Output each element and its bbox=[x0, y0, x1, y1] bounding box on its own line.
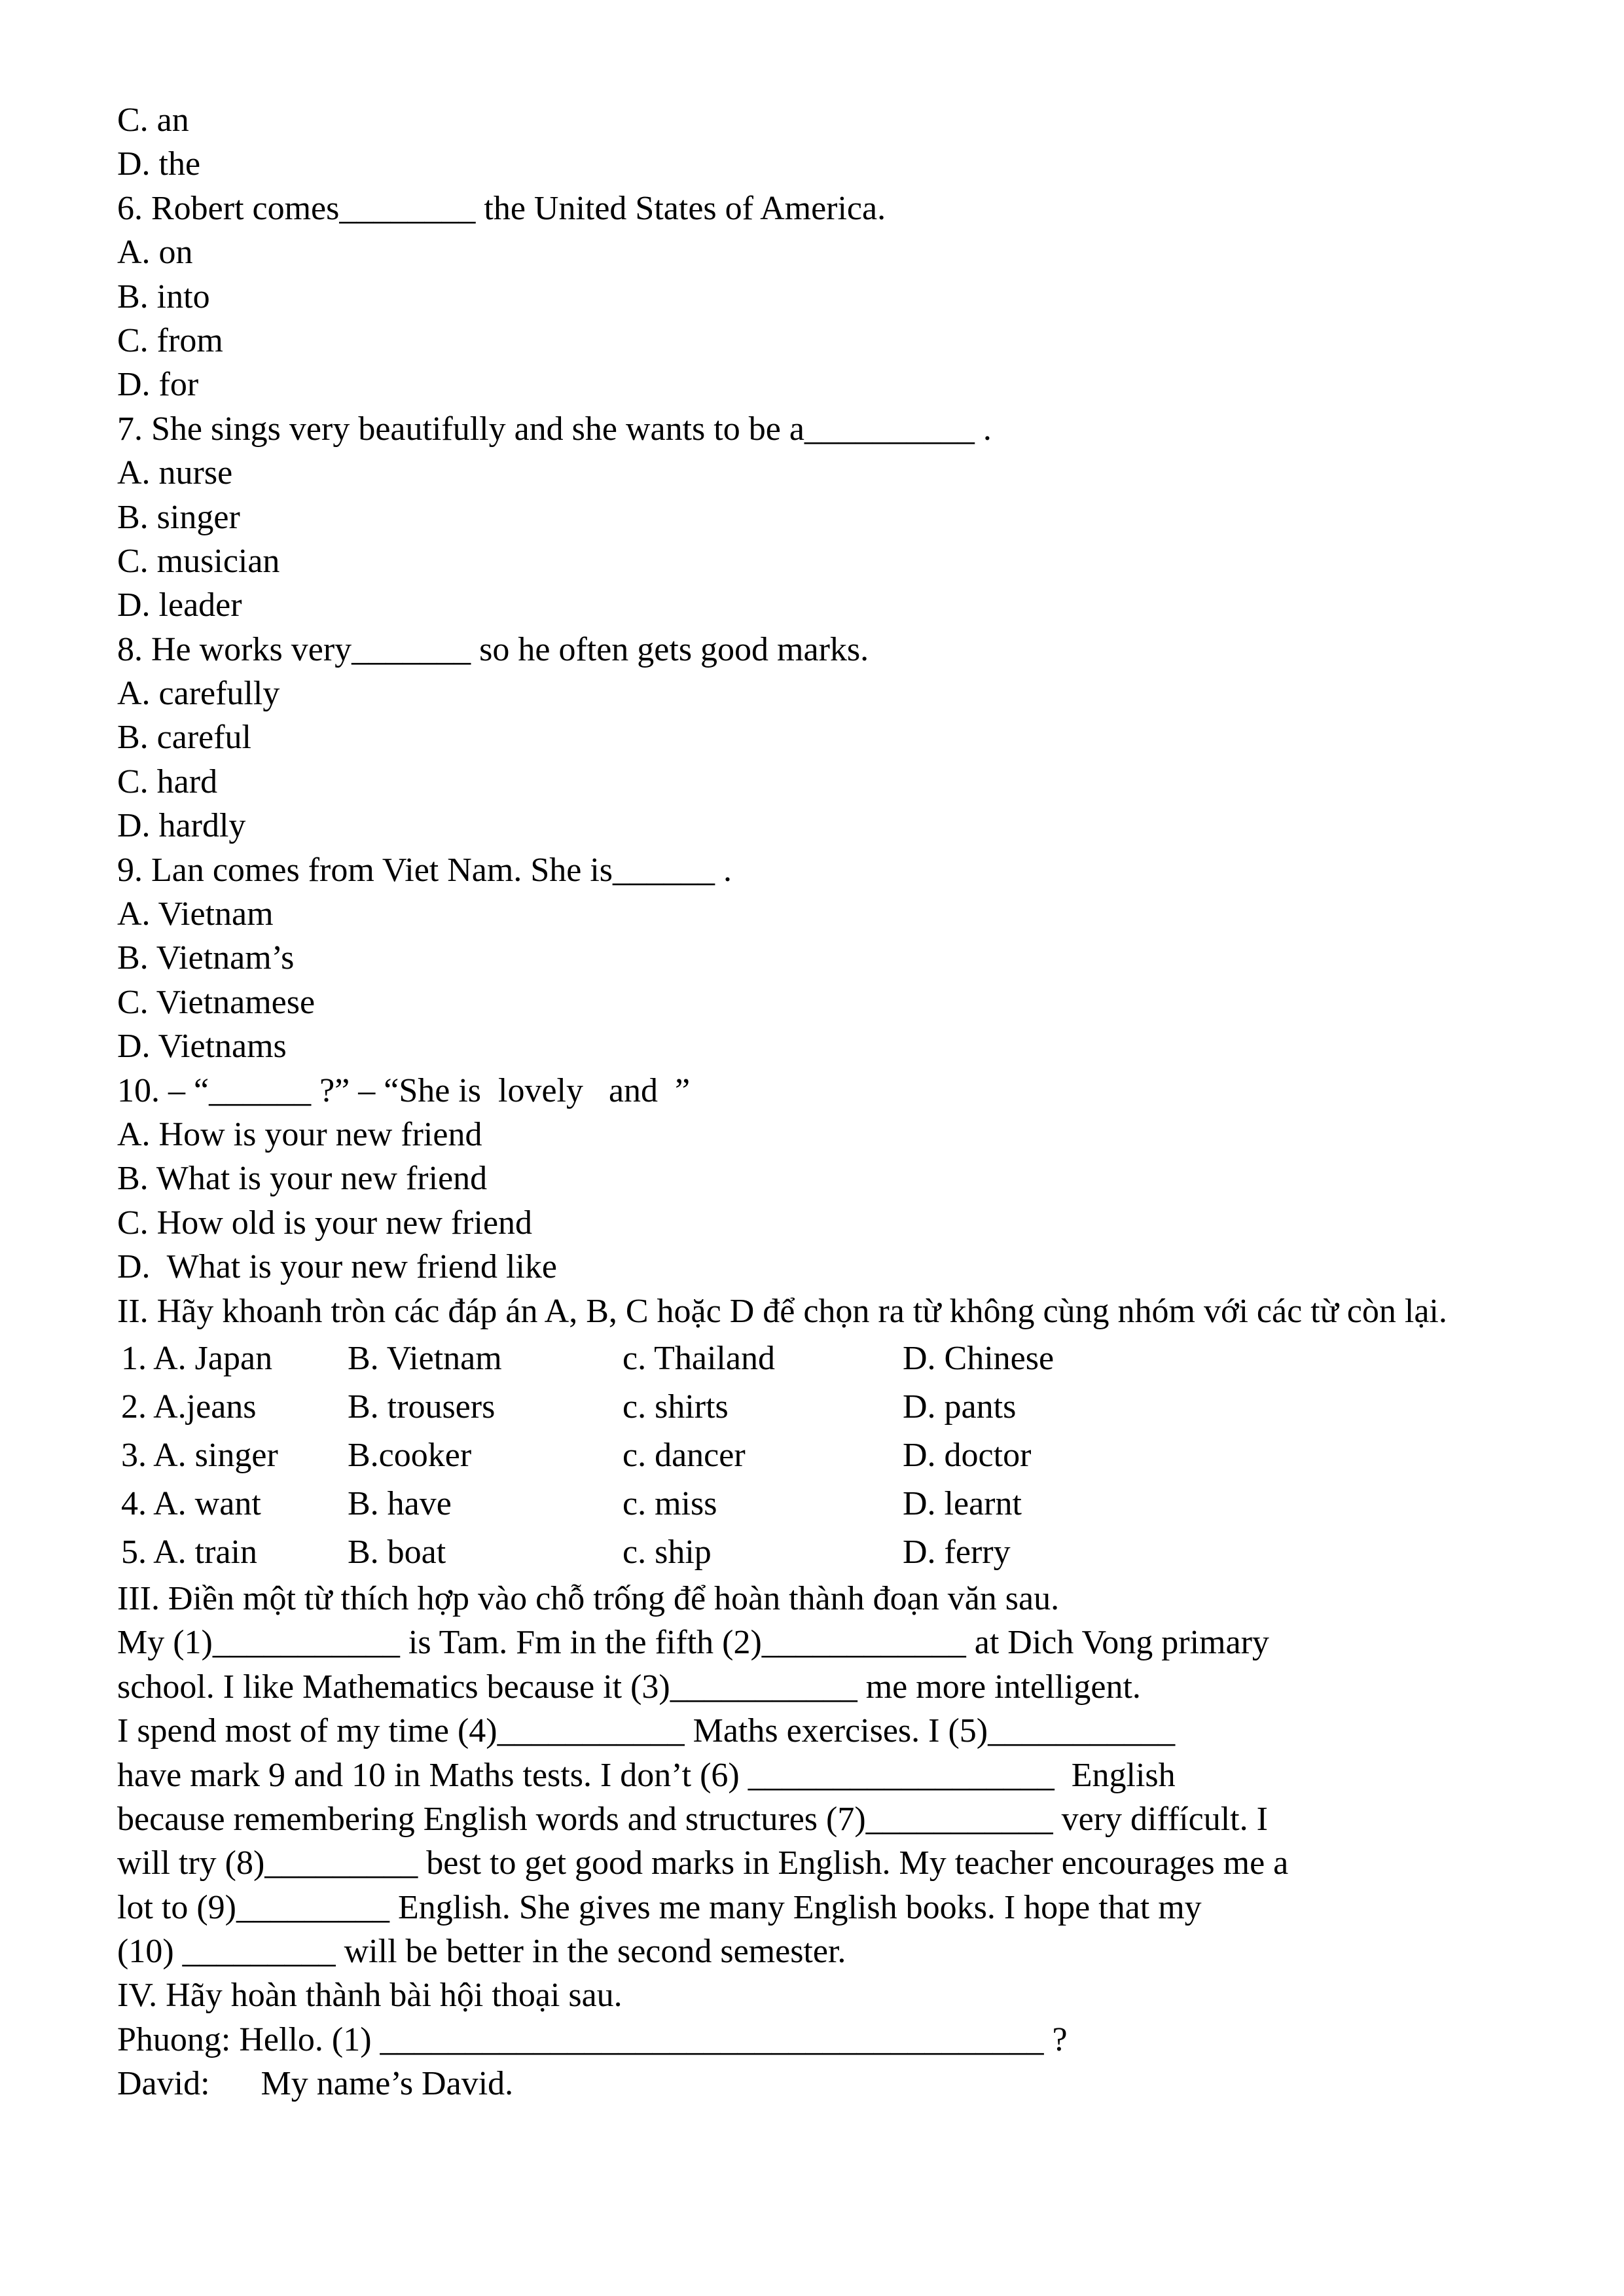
option-b: B. careful bbox=[117, 719, 252, 757]
worksheet-page bbox=[117, 98, 1511, 2106]
option-a: A. Vietnam bbox=[117, 895, 274, 933]
table-cell: c. shirts bbox=[623, 1388, 729, 1426]
table-cell: D. ferry bbox=[903, 1534, 1011, 1571]
question-9 bbox=[117, 848, 1511, 1069]
paragraph-line: I spend most of my time (4)___________ Maths exercises. I (5)___________ bbox=[117, 1712, 1176, 1750]
option-a: A. on bbox=[117, 234, 193, 272]
question-stem: 10. – “______ ?” – “She is lovely and ” bbox=[117, 1071, 691, 1109]
table-cell: D. Chinese bbox=[903, 1340, 1055, 1378]
table-cell: B. boat bbox=[348, 1534, 446, 1571]
paragraph-line: will try (8)_________ best to get good marks in English. My teacher encourages me a bbox=[117, 1844, 1289, 1882]
question-10 bbox=[117, 1069, 1511, 1289]
option-d: D. for bbox=[117, 366, 199, 404]
option-d: D. What is your new friend like bbox=[117, 1248, 557, 1286]
paragraph-line: because remembering English words and structures (7)___________ very diffícult. I bbox=[117, 1800, 1268, 1838]
table-row bbox=[121, 1335, 1164, 1383]
section-2-heading: II. Hãy khoanh tròn các đáp án A, B, C hoặc D để chọn ra từ không cùng nhóm với các từ còn lại. bbox=[117, 1292, 1447, 1330]
table-cell: 2. A.jeans bbox=[121, 1388, 257, 1426]
option-c: C. from bbox=[117, 321, 223, 359]
section-3-heading: III. Điền một từ thích hợp vào chỗ trống để hoàn thành đoạn văn sau. bbox=[117, 1579, 1060, 1617]
paragraph-line: (10) _________ will be better in the second semester. bbox=[117, 1933, 846, 1971]
option-c: C. How old is your new friend bbox=[117, 1204, 533, 1242]
question-8 bbox=[117, 628, 1511, 848]
table-cell: B.cooker bbox=[348, 1437, 472, 1475]
option-c: C. musician bbox=[117, 542, 280, 580]
option-b: B. What is your new friend bbox=[117, 1160, 488, 1198]
dialogue bbox=[117, 2018, 1511, 2106]
dialogue-line: David: My name’s David. bbox=[117, 2065, 514, 2103]
table-cell: 5. A. train bbox=[121, 1534, 257, 1571]
table-cell: 3. A. singer bbox=[121, 1437, 278, 1475]
option-d: D. hardly bbox=[117, 807, 246, 845]
option-a: A. nurse bbox=[117, 454, 233, 492]
table-cell: c. miss bbox=[623, 1485, 717, 1523]
table-cell: c. ship bbox=[623, 1534, 712, 1571]
table-cell: D. pants bbox=[903, 1388, 1017, 1426]
paragraph-line: My (1)___________ is Tam. Fm in the fifth (2)____________ at Dich Vong primary bbox=[117, 1624, 1269, 1662]
dialogue-line: Phuong: Hello. (1) _______________________________________ ? bbox=[117, 2020, 1068, 2058]
question-stem: 7. She sings very beautifully and she wants to be a__________ . bbox=[117, 410, 992, 448]
option-b: B. singer bbox=[117, 498, 240, 536]
cloze-paragraph bbox=[117, 1621, 1511, 1973]
paragraph-line: school. I like Mathematics because it (3)___________ me more intelligent. bbox=[117, 1668, 1141, 1706]
option-b: B. Vietnam’s bbox=[117, 939, 295, 977]
table-row bbox=[121, 1528, 1164, 1577]
table-cell: c. Thailand bbox=[623, 1340, 775, 1378]
odd-one-out-table bbox=[121, 1335, 1164, 1577]
option-d: D. the bbox=[117, 145, 201, 183]
table-cell: 1. A. Japan bbox=[121, 1340, 273, 1378]
option-d: D. Vietnams bbox=[117, 1028, 287, 1066]
paragraph-line: lot to (9)_________ English. She gives me many English books. I hope that my bbox=[117, 1888, 1202, 1926]
question-stem: 9. Lan comes from Viet Nam. She is______ . bbox=[117, 851, 732, 889]
table-cell: B. Vietnam bbox=[348, 1340, 502, 1378]
table-row bbox=[121, 1431, 1164, 1480]
option-c: C. an bbox=[117, 101, 189, 139]
option-a: A. How is your new friend bbox=[117, 1115, 482, 1153]
question-6 bbox=[117, 187, 1511, 407]
table-row bbox=[121, 1480, 1164, 1528]
table-cell: B. have bbox=[348, 1485, 452, 1523]
question-stem: 8. He works very_______ so he often gets good marks. bbox=[117, 630, 869, 668]
option-a: A. carefully bbox=[117, 675, 280, 713]
option-c: C. Vietnamese bbox=[117, 983, 316, 1021]
question-7 bbox=[117, 407, 1511, 628]
option-d: D. leader bbox=[117, 586, 242, 624]
paragraph-line: have mark 9 and 10 in Maths tests. I don’t (6) __________________ English bbox=[117, 1756, 1176, 1794]
option-b: B. into bbox=[117, 278, 210, 315]
table-row bbox=[121, 1383, 1164, 1431]
option-c: C. hard bbox=[117, 762, 218, 800]
table-cell: 4. A. want bbox=[121, 1485, 261, 1523]
table-cell: D. doctor bbox=[903, 1437, 1032, 1475]
table-cell: c. dancer bbox=[623, 1437, 746, 1475]
table-cell: B. trousers bbox=[348, 1388, 496, 1426]
section-4-heading: IV. Hãy hoàn thành bài hội thoại sau. bbox=[117, 1977, 623, 2015]
question-stem: 6. Robert comes________ the United States of America. bbox=[117, 189, 886, 227]
table-cell: D. learnt bbox=[903, 1485, 1022, 1523]
